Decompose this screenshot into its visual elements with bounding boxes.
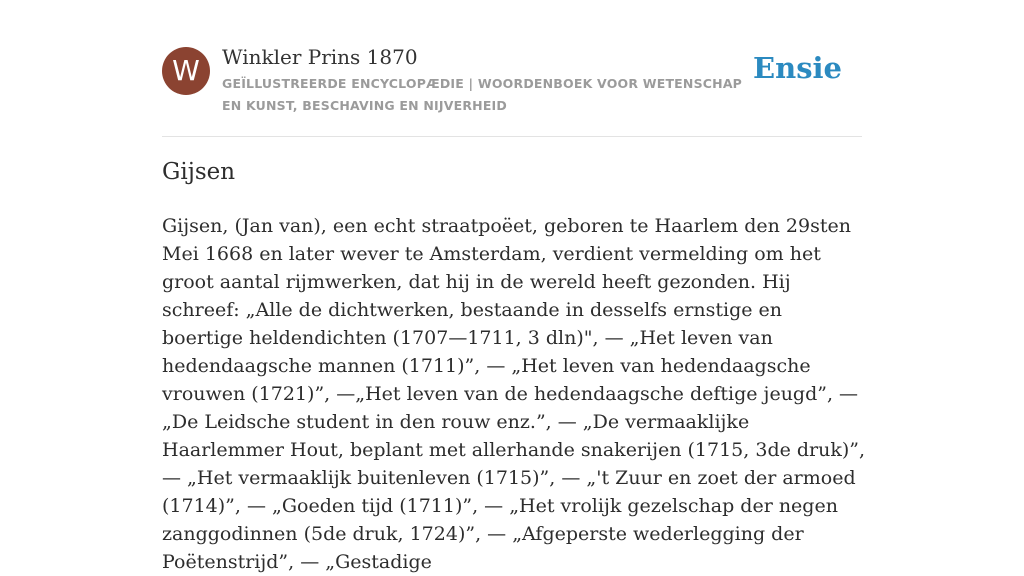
source-avatar[interactable]: W bbox=[162, 47, 210, 95]
source-title[interactable]: Winkler Prins 1870 bbox=[222, 45, 418, 69]
ensie-logo[interactable]: Ensie bbox=[753, 51, 842, 85]
entry-body: Gijsen, (Jan van), een echt straatpoëet, geboren te Haarlem den 29sten Mei 1668 en later wever te Amsterdam, verdient vermelding om het groot aantal rijmwerken, dat hij in de wereld heeft gezonden. Hij schreef: „Alle de dichtwerken, bestaande in desselfs ernstige en boertige heldendichten (1707—1711, 3 dln)", — „Het leven van hedendaagsche mannen (1711)”, — „Het leven van hedendaagsche vrouwen (1721)”, —„Het leven van de hedendaagsche deftige jeugd”, — „De Leidsche student in den rouw enz.”, — „De vermaaklijke Haarlemmer Hout, beplant met allerhande snakerijen (1715, 3de druk)”, — „Het vermaaklijk buitenleven (1715)”, — „'t Zuur en zoet der armoed (1714)”, — „Goeden tijd (1711)”, — „Het vrolijk gezelschap der negen zanggodinnen (5de druk, 1724)”, — „Afgeperste wederlegging der Poëtenstrijd”, — „Gestadige bbox=[162, 215, 866, 573]
source-subtitle: GEÏLLUSTREERDE ENCYCLOPÆDIE | WOORDENBOEK VOOR WETENSCHAP EN KUNST, BESCHAVING EN NIJVERHEID bbox=[222, 76, 743, 113]
entry-title: Gijsen bbox=[162, 159, 236, 185]
source-header bbox=[162, 44, 862, 137]
